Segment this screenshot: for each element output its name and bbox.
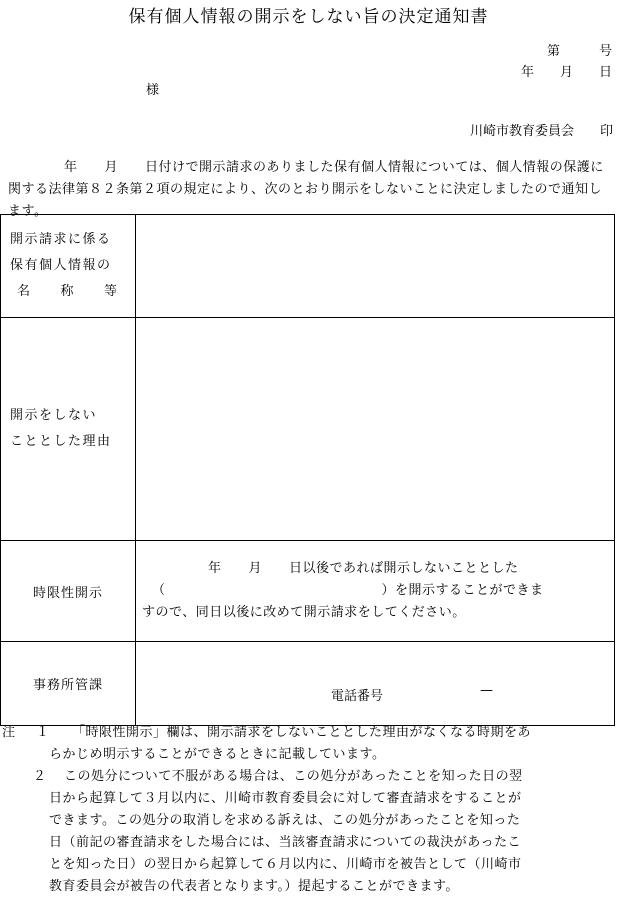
note-1-number: １ [36, 725, 50, 740]
timed-disclosure-label: 時限性開示 [1, 541, 136, 642]
timed-disclosure-line3: すので、同日以後に改めて開示請求をしてください。 [142, 605, 466, 620]
note-2-line4: 日（前記の審査請求をした場合には、当該審査請求についての裁決があったこ [49, 835, 522, 850]
note-2-line5: とを知った日）の翌日から起算して６月以内に、川崎市を被告として（川崎市 [49, 857, 522, 872]
table-row-office [1, 642, 615, 726]
note-2-line3: できます。この処分の取消しを求める訴えは、この処分があったことを知った [49, 813, 521, 828]
timed-disclosure-line2: （ ）を開示することができま [152, 583, 544, 598]
item-name-label-line3: 名 称 等 [17, 284, 119, 299]
phone-dash: — [480, 683, 493, 698]
item-name-label [1, 215, 136, 318]
office-value [136, 642, 615, 726]
intro-text: 開示請求のありました保有個人情報については、個人情報の保護に関する法律第８２条第２項の規定により、次のとおり開示をしないことに決定しましたので通知します。 [8, 160, 604, 219]
addressee: 様 [146, 83, 160, 98]
document-number: 第 号 [546, 44, 612, 59]
item-name-label-line2: 保有個人情報の [10, 258, 112, 273]
document-date: 年 月 日 [520, 65, 612, 80]
table-row-item-name [1, 215, 615, 318]
reason-label-line1: 開示をしない [10, 408, 98, 423]
reason-label [1, 318, 136, 541]
issuer: 川崎市教育委員会 印 [469, 124, 613, 139]
document-title: 保有個人情報の開示をしない旨の決定通知書 [128, 7, 489, 27]
note-2-line1: この処分について不服がある場合は、この処分があったことを知った日の翌 [64, 769, 523, 784]
reason-value[interactable] [136, 318, 615, 541]
note-2-line2: 日から起算して３月以内に、川崎市教育委員会に対して審査請求をすることが [49, 791, 522, 806]
decision-table [0, 214, 615, 726]
item-name-label-line1: 開示請求に係る [10, 232, 112, 247]
table-row-timed-disclosure [1, 541, 615, 642]
notes-prefix: 注 [2, 725, 16, 740]
timed-disclosure-value [136, 541, 615, 642]
item-name-value[interactable] [136, 215, 615, 318]
intro-date: 年 月 日付けで [64, 160, 200, 175]
note-2-line6: 教育委員会が被告の代表者となります。）提起することができます。 [49, 879, 459, 894]
timed-disclosure-line1: 年 月 日以後であれば開示しないこととした [208, 561, 519, 576]
table-row-reason [1, 318, 615, 541]
reason-label-line2: こととした理由 [10, 434, 112, 449]
phone-label: 電話番号 [331, 689, 384, 704]
office-label: 事務所管課 [1, 642, 136, 726]
note-1-line1: 「時限性開示」欄は、開示請求をしないこととした理由がなくなる時期をあ [72, 725, 532, 740]
note-2-number: ２ [33, 769, 47, 784]
note-1-line2: らかじめ明示することができるときに記載しています。 [49, 747, 386, 762]
